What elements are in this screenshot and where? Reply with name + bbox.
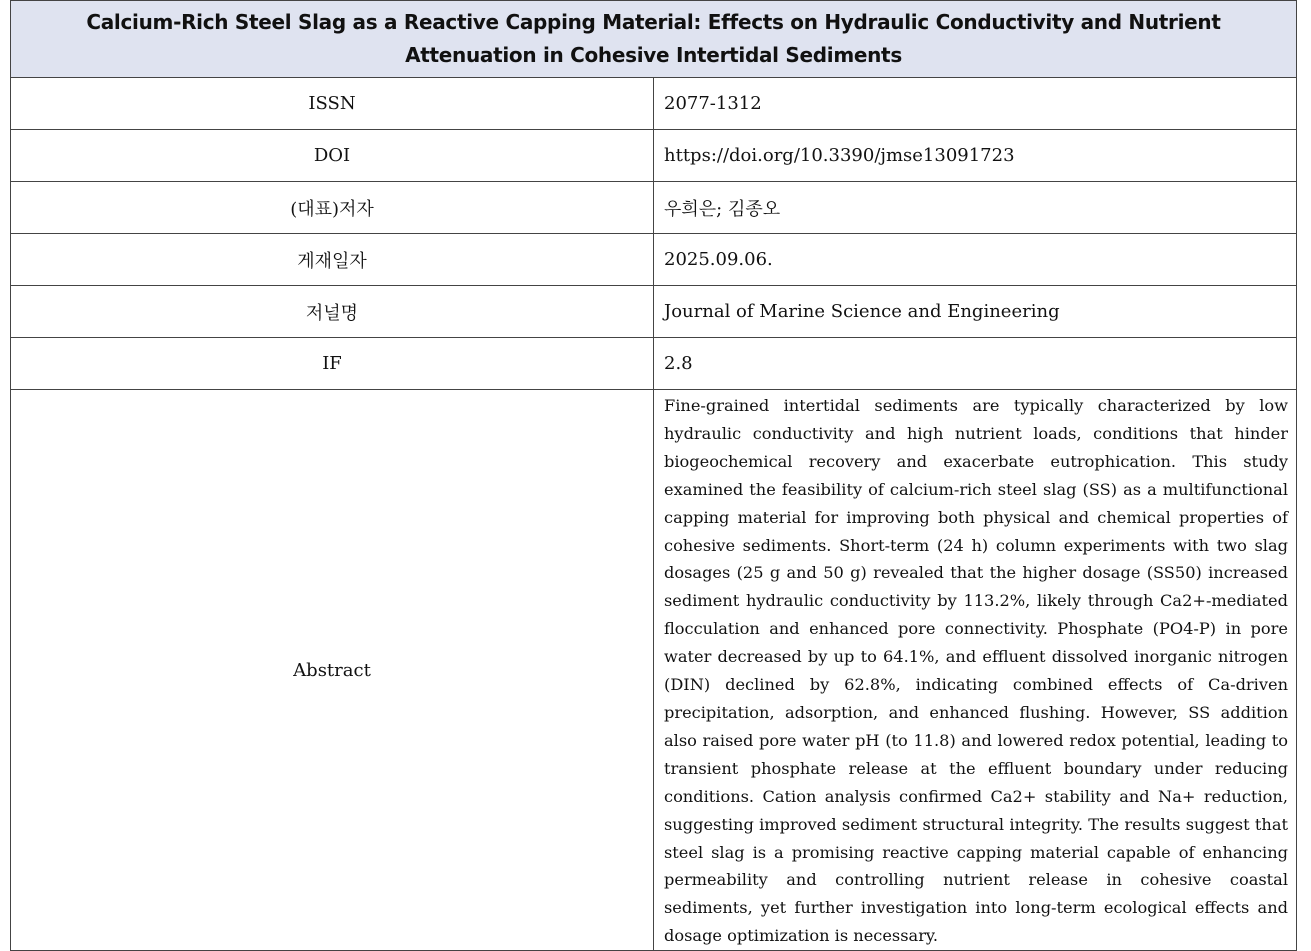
issn-value: 2077-1312 bbox=[654, 78, 1297, 130]
impact-factor-value: 2.8 bbox=[654, 338, 1297, 390]
table-row bbox=[11, 286, 1297, 338]
author-label: (대표)저자 bbox=[11, 182, 654, 234]
table-row bbox=[11, 130, 1297, 182]
publish-date-label: 게재일자 bbox=[11, 234, 654, 286]
abstract-label: Abstract bbox=[11, 390, 654, 951]
table-row bbox=[11, 182, 1297, 234]
doi-label: DOI bbox=[11, 130, 654, 182]
doi-value: https://doi.org/10.3390/jmse13091723 bbox=[654, 130, 1297, 182]
title-row bbox=[11, 1, 1297, 78]
author-value: 우희은; 김종오 bbox=[654, 182, 1297, 234]
publication-info-table bbox=[10, 0, 1297, 951]
impact-factor-label: IF bbox=[11, 338, 654, 390]
table-row bbox=[11, 234, 1297, 286]
publish-date-value: 2025.09.06. bbox=[654, 234, 1297, 286]
table-row bbox=[11, 338, 1297, 390]
table-row bbox=[11, 78, 1297, 130]
abstract-text: Fine-grained intertidal sediments are typically characterized by low hydraulic conductivity and high nutrient loads, conditions that hinder biogeochemical recovery and exacerbate eutrophication. This study examined the feasibility of calcium-rich steel slag (SS) as a multifunctional capping material for improving both physical and chemical properties of cohesive sediments. Short-term (24 h) column experiments with two slag dosages (25 g and 50 g) revealed that the higher dosage (SS50) increased sediment hydraulic conductivity by 113.2%, likely through Ca2+-mediated flocculation and enhanced pore connectivity. Phosphate (PO4-P) in pore water decreased by up to 64.1%, and effluent dissolved inorganic nitrogen (DIN) declined by 62.8%, indicating combined effects of Ca-driven precipitation, adsorption, and enhanced flushing. However, SS addition also raised pore water pH (to 11.8) and lowered redox potential, leading to transient phosphate release at the effluent boundary under reducing conditions. Cation analysis confirmed Ca2+ stability and Na+ reduction, suggesting improved sediment structural integrity. The results suggest that steel slag is a promising reactive capping material capable of enhancing permeability and controlling nutrient release in cohesive coastal sediments, yet further investigation into long-term ecological effects and dosage optimization is necessary. bbox=[654, 390, 1297, 951]
abstract-row bbox=[11, 390, 1297, 951]
journal-label: 저널명 bbox=[11, 286, 654, 338]
journal-value: Journal of Marine Science and Engineering bbox=[654, 286, 1297, 338]
paper-title: Calcium-Rich Steel Slag as a Reactive Capping Material: Effects on Hydraulic Conductivity and Nutrient Attenuation in Cohesive Intertidal Sediments bbox=[11, 1, 1297, 78]
issn-label: ISSN bbox=[11, 78, 654, 130]
